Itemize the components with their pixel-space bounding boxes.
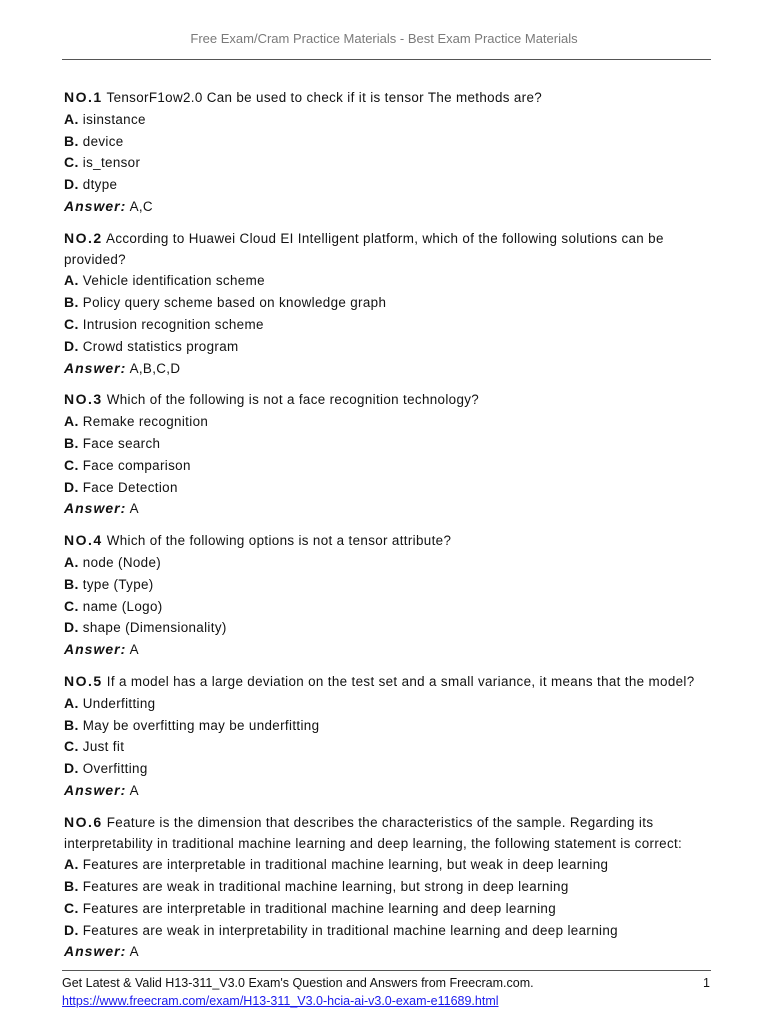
option-text: Vehicle identification scheme xyxy=(82,273,265,289)
question-list xyxy=(64,87,714,973)
option-text: Face Detection xyxy=(82,479,178,495)
option-letter: B. xyxy=(64,434,79,451)
option-letter: A. xyxy=(64,272,79,289)
option-letter: D. xyxy=(64,921,79,938)
option-text: Face search xyxy=(82,435,161,451)
question-4 xyxy=(64,530,714,661)
footer-divider xyxy=(62,970,711,971)
question-number: NO.3 xyxy=(64,391,103,408)
question-number: NO.6 xyxy=(64,813,103,830)
answer-line xyxy=(64,358,714,380)
option-letter: A. xyxy=(64,413,79,430)
option-text: Face comparison xyxy=(82,457,191,473)
question-stem xyxy=(64,87,714,109)
option-text: dtype xyxy=(82,177,118,193)
option-text: device xyxy=(82,133,124,149)
option-letter: B. xyxy=(64,294,79,311)
option-letter: A. xyxy=(64,110,79,127)
question-text: TensorF1ow2.0 Can be used to check if it is tensor The methods are? xyxy=(106,90,543,105)
answer-value: A xyxy=(129,642,139,658)
answer-label: Answer: xyxy=(64,943,127,960)
answer-line xyxy=(64,196,714,218)
question-text: Feature is the dimension that describes the characteristics of the sample. Regarding its interpretability in traditional machine learning and deep learning, the following statement is correct: xyxy=(64,814,683,851)
option-a xyxy=(64,411,714,433)
question-5 xyxy=(64,671,714,802)
option-d xyxy=(64,617,714,639)
answer-value: A xyxy=(129,782,139,798)
answer-label: Answer: xyxy=(64,781,127,798)
answer-line xyxy=(64,498,714,520)
option-letter: A. xyxy=(64,694,79,711)
option-letter: D. xyxy=(64,176,79,193)
answer-label: Answer: xyxy=(64,641,127,658)
question-stem xyxy=(64,812,714,855)
question-text: Which of the following is not a face recognition technology? xyxy=(106,392,480,408)
answer-value: A,B,C,D xyxy=(129,360,181,376)
option-text: Intrusion recognition scheme xyxy=(82,316,264,332)
option-text: Features are weak in interpretability in traditional machine learning and deep learning xyxy=(82,922,618,938)
option-text: Crowd statistics program xyxy=(82,338,239,354)
option-text: Features are interpretable in traditional machine learning, but weak in deep learning xyxy=(82,857,609,873)
answer-label: Answer: xyxy=(64,359,127,376)
option-text: node (Node) xyxy=(82,554,162,570)
footer-text: Get Latest & Valid H13-311_V3.0 Exam's Question and Answers from Freecram.com. xyxy=(62,976,534,990)
option-text: isinstance xyxy=(82,111,146,127)
option-letter: C. xyxy=(64,597,79,614)
answer-value: A,C xyxy=(129,198,153,214)
question-text: Which of the following options is not a tensor attribute? xyxy=(106,533,452,549)
option-text: is_tensor xyxy=(82,155,141,171)
exam-link[interactable]: https://www.freecram.com/exam/H13-311_V3.0-hcia-ai-v3.0-exam-e11689.html xyxy=(62,994,499,1008)
option-a xyxy=(64,552,714,574)
page-header: Free Exam/Cram Practice Materials - Best Exam Practice Materials xyxy=(190,31,578,46)
option-text: Remake recognition xyxy=(82,414,209,430)
answer-line xyxy=(64,780,714,802)
answer-line xyxy=(64,941,714,963)
option-b xyxy=(64,131,714,153)
question-stem xyxy=(64,228,714,271)
option-text: shape (Dimensionality) xyxy=(82,620,227,636)
option-c xyxy=(64,736,714,758)
option-letter: D. xyxy=(64,619,79,636)
option-c xyxy=(64,152,714,174)
option-letter: A. xyxy=(64,856,79,873)
option-text: Policy query scheme based on knowledge graph xyxy=(82,295,387,311)
option-text: name (Logo) xyxy=(82,598,163,614)
page-number: 1 xyxy=(703,976,710,990)
question-6 xyxy=(64,812,714,964)
option-c xyxy=(64,314,714,336)
answer-value: A xyxy=(129,501,139,517)
option-b xyxy=(64,574,714,596)
question-number: NO.2 xyxy=(64,229,103,246)
option-text: Overfitting xyxy=(82,761,148,777)
option-c xyxy=(64,455,714,477)
answer-label: Answer: xyxy=(64,197,127,214)
option-d xyxy=(64,336,714,358)
option-text: May be overfitting may be underfitting xyxy=(82,717,320,733)
question-number: NO.4 xyxy=(64,532,103,549)
option-b xyxy=(64,433,714,455)
option-letter: C. xyxy=(64,738,79,755)
question-stem xyxy=(64,389,714,411)
question-1 xyxy=(64,87,714,218)
answer-value: A xyxy=(129,944,139,960)
option-a xyxy=(64,270,714,292)
option-a xyxy=(64,109,714,131)
option-letter: B. xyxy=(64,716,79,733)
option-a xyxy=(64,693,714,715)
option-letter: C. xyxy=(64,456,79,473)
option-d xyxy=(64,920,714,942)
option-d xyxy=(64,477,714,499)
option-letter: B. xyxy=(64,132,79,149)
option-letter: C. xyxy=(64,154,79,171)
answer-label: Answer: xyxy=(64,500,127,517)
question-3 xyxy=(64,389,714,520)
question-number: NO.5 xyxy=(64,672,103,689)
option-letter: B. xyxy=(64,878,79,895)
question-number: NO.1 xyxy=(64,89,103,105)
option-c xyxy=(64,596,714,618)
option-letter: D. xyxy=(64,478,79,495)
option-b xyxy=(64,876,714,898)
option-letter: D. xyxy=(64,337,79,354)
question-stem xyxy=(64,671,714,693)
option-d xyxy=(64,174,714,196)
option-text: Underfitting xyxy=(82,695,156,711)
header-divider xyxy=(62,59,711,60)
option-letter: D. xyxy=(64,760,79,777)
question-text: According to Huawei Cloud EI Intelligent platform, which of the following solutions can be provided? xyxy=(64,230,664,267)
option-text: type (Type) xyxy=(82,576,154,592)
option-text: Features are weak in traditional machine learning, but strong in deep learning xyxy=(82,879,569,895)
question-2 xyxy=(64,228,714,380)
option-letter: C. xyxy=(64,899,79,916)
option-letter: A. xyxy=(64,553,79,570)
option-text: Just fit xyxy=(82,739,125,755)
option-letter: C. xyxy=(64,315,79,332)
option-a xyxy=(64,854,714,876)
option-d xyxy=(64,758,714,780)
option-c xyxy=(64,898,714,920)
answer-line xyxy=(64,639,714,661)
option-b xyxy=(64,292,714,314)
option-b xyxy=(64,715,714,737)
option-letter: B. xyxy=(64,575,79,592)
question-stem xyxy=(64,530,714,552)
question-text: If a model has a large deviation on the test set and a small variance, it means that the model? xyxy=(106,673,695,689)
option-text: Features are interpretable in traditional machine learning and deep learning xyxy=(82,900,557,916)
